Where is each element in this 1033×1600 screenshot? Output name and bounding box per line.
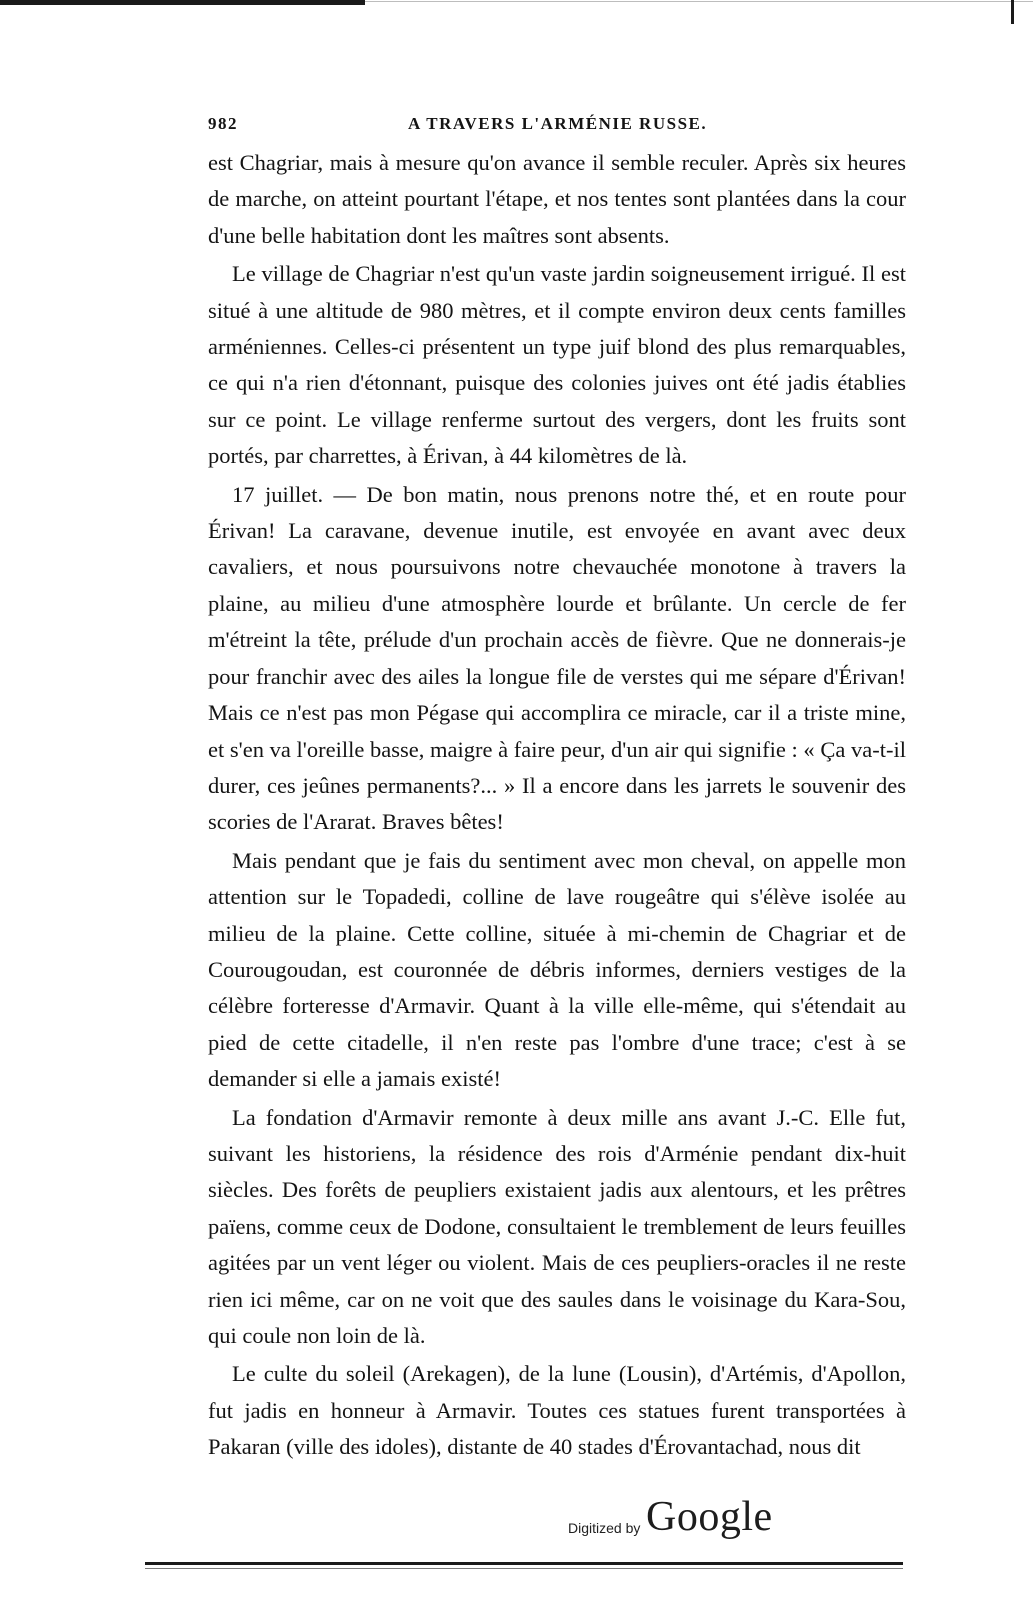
running-title: A TRAVERS L'ARMÉNIE RUSSE. — [408, 114, 708, 133]
digitized-by-label: Digitized by — [568, 1520, 641, 1536]
paragraph-6: Le culte du soleil (Arekagen), de la lune (Lousin), d'Artémis, d'Apollon, fut jadis en honneur à Armavir. Toutes ces statues furent transportées à Pakaran (ville des idoles), distante de 40 stades d'Érovantachad, nous dit — [208, 1361, 906, 1460]
paragraph-3: 17 juillet. — De bon matin, nous prenons notre thé, et en route pour Érivan! La caravane, devenue inutile, est envoyée en avant avec deux cavaliers, et nous poursuivons notre chevauchée monotone à travers la plaine, au milieu d'une atmosphère lourde et brûlante. Un cercle de fer m'étreint la tête, prélude d'un prochain accès de fièvre. Que ne donnerais-je pour franchir avec des ailes la longue file de verstes qui me sépare d'Érivan! Mais ce n'est pas mon Pégase qui accomplira ce miracle, car il a triste mine, et s'en va l'oreille basse, maigre à faire peur, d'un air qui signifie : « Ça va-t-il durer, ces jeûnes permanents?... » Il a encore dans les jarrets le souvenir des scories de l'Ararat. Braves bêtes! — [208, 481, 906, 835]
bottom-border-rule — [145, 1562, 903, 1565]
digitization-watermark — [568, 1493, 788, 1543]
bottom-border-thin-rule — [145, 1568, 903, 1569]
top-border-thin-rule — [365, 1, 1033, 2]
google-logo: Google — [646, 1494, 773, 1540]
text-body — [208, 145, 906, 1468]
paragraph-4: Mais pendant que je fais du sentiment avec mon cheval, on appelle mon attention sur le Topadedi, colline de lave rougeâtre qui s'élève isolée au milieu de la plaine. Cette colline, située à mi-chemin de Chagriar et de Courougoudan, est couronnée de débris informes, derniers vestiges de la célèbre forteresse d'Armavir. Quant à la ville elle-même, qui s'étendait au pied de cette citadelle, il n'en reste pas l'ombre d'une trace; c'est à se demander si elle a jamais existé! — [208, 847, 906, 1092]
page-header — [208, 114, 908, 138]
paragraph-5: La fondation d'Armavir remonte à deux mille ans avant J.-C. Elle fut, suivant les historiens, la résidence des rois d'Arménie pendant dix-huit siècles. Des forêts de peupliers existaient jadis aux alentours, et les prêtres païens, comme ceux de Dodone, consultaient le tremblement de leurs feuilles agitées par un vent léger ou violent. Mais de ces peupliers-oracles il ne reste rien ici même, car on ne voit que des saules dans le voisinage du Kara-Sou, qui coule non loin de là. — [208, 1104, 906, 1348]
paragraph-2: Le village de Chagriar n'est qu'un vaste jardin soigneusement irrigué. Il est situé à une altitude de 980 mètres, et il compte environ deux cents familles arméniennes. Celles-ci présentent un type juif blond des plus remarquables, ce qui n'a rien d'étonnant, puisque des colonies juives ont été jadis établies sur ce point. Le village renferme surtout des vergers, dont les fruits sont portés, par charrettes, à Érivan, à 44 kilomètres de là. — [208, 261, 906, 469]
paragraph-1: est Chagriar, mais à mesure qu'on avance il semble reculer. Après six heures de marche, on atteint pourtant l'étape, et nos tentes sont plantées dans la cour d'une belle habitation dont les maîtres sont absents. — [208, 150, 906, 248]
top-border-rule — [0, 0, 365, 5]
corner-scan-mark — [1011, 0, 1014, 24]
page-number: 982 — [208, 114, 238, 133]
